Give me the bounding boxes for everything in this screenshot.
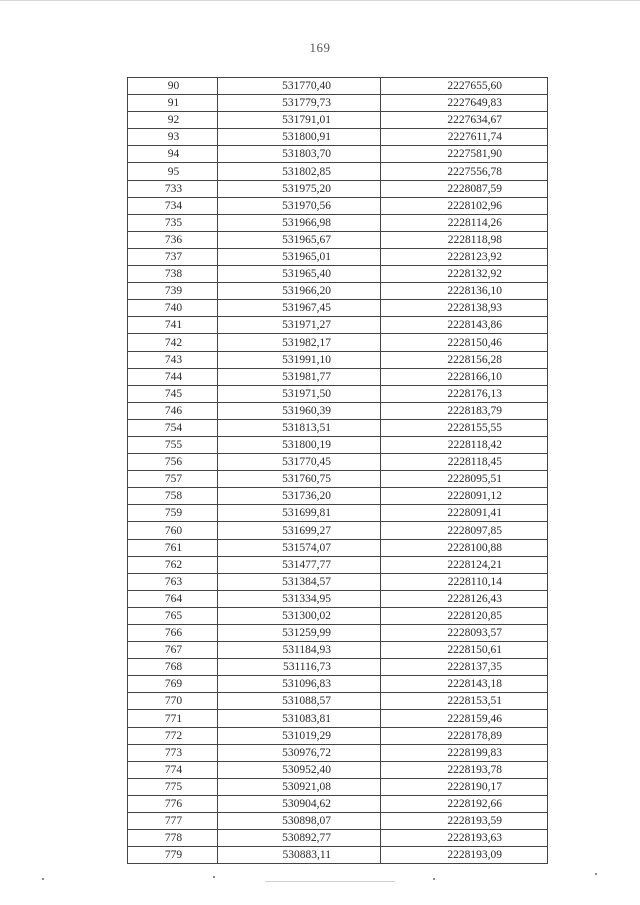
x-coordinate-cell: 531965,67 — [218, 231, 381, 248]
y-coordinate-cell: 2228123,92 — [381, 248, 548, 265]
table-row — [128, 248, 548, 265]
x-coordinate-cell: 531300,02 — [218, 607, 381, 624]
x-coordinate-cell: 531770,45 — [218, 454, 381, 471]
x-coordinate-cell: 531770,40 — [218, 78, 381, 95]
y-coordinate-cell: 2228136,10 — [381, 283, 548, 300]
y-coordinate-cell: 2228102,96 — [381, 197, 548, 214]
y-coordinate-cell: 2228176,13 — [381, 385, 548, 402]
table-row — [128, 334, 548, 351]
y-coordinate-cell: 2228159,46 — [381, 710, 548, 727]
point-number-cell: 737 — [128, 248, 218, 265]
x-coordinate-cell: 530952,40 — [218, 761, 381, 778]
point-number-cell: 775 — [128, 778, 218, 795]
x-coordinate-cell: 531966,98 — [218, 214, 381, 231]
point-number-cell: 742 — [128, 334, 218, 351]
point-number-cell: 739 — [128, 283, 218, 300]
table-row — [128, 197, 548, 214]
x-coordinate-cell: 531116,73 — [218, 659, 381, 676]
y-coordinate-cell: 2227581,90 — [381, 146, 548, 163]
table-row — [128, 454, 548, 471]
point-number-cell: 771 — [128, 710, 218, 727]
y-coordinate-cell: 2227649,83 — [381, 95, 548, 112]
y-coordinate-cell: 2228166,10 — [381, 368, 548, 385]
point-number-cell: 755 — [128, 436, 218, 453]
point-number-cell: 773 — [128, 744, 218, 761]
table-row — [128, 436, 548, 453]
y-coordinate-cell: 2228199,83 — [381, 744, 548, 761]
x-coordinate-cell: 531699,81 — [218, 505, 381, 522]
x-coordinate-cell: 531096,83 — [218, 676, 381, 693]
table-row — [128, 471, 548, 488]
point-number-cell: 95 — [128, 163, 218, 180]
y-coordinate-cell: 2228093,57 — [381, 625, 548, 642]
table-row — [128, 676, 548, 693]
point-number-cell: 736 — [128, 231, 218, 248]
point-number-cell: 744 — [128, 368, 218, 385]
table-row — [128, 727, 548, 744]
table-row — [128, 385, 548, 402]
table-row — [128, 112, 548, 129]
table-row — [128, 659, 548, 676]
table-row — [128, 317, 548, 334]
table-row — [128, 847, 548, 864]
table-row — [128, 813, 548, 830]
y-coordinate-cell: 2228193,63 — [381, 830, 548, 847]
point-number-cell: 91 — [128, 95, 218, 112]
y-coordinate-cell: 2228178,89 — [381, 727, 548, 744]
coordinates-table-body — [128, 78, 548, 864]
table-row — [128, 710, 548, 727]
table-row — [128, 95, 548, 112]
point-number-cell: 776 — [128, 795, 218, 812]
y-coordinate-cell: 2227634,67 — [381, 112, 548, 129]
table-row — [128, 590, 548, 607]
point-number-cell: 754 — [128, 419, 218, 436]
x-coordinate-cell: 531699,27 — [218, 522, 381, 539]
point-number-cell: 778 — [128, 830, 218, 847]
table-row — [128, 402, 548, 419]
y-coordinate-cell: 2228193,59 — [381, 813, 548, 830]
point-number-cell: 774 — [128, 761, 218, 778]
x-coordinate-cell: 531779,73 — [218, 95, 381, 112]
table-row — [128, 129, 548, 146]
point-number-cell: 777 — [128, 813, 218, 830]
x-coordinate-cell: 531967,45 — [218, 300, 381, 317]
y-coordinate-cell: 2228087,59 — [381, 180, 548, 197]
point-number-cell: 92 — [128, 112, 218, 129]
table-row — [128, 419, 548, 436]
y-coordinate-cell: 2228124,21 — [381, 556, 548, 573]
point-number-cell: 767 — [128, 642, 218, 659]
page-number: 169 — [309, 40, 331, 55]
point-number-cell: 745 — [128, 385, 218, 402]
point-number-cell: 735 — [128, 214, 218, 231]
table-row — [128, 744, 548, 761]
point-number-cell: 763 — [128, 573, 218, 590]
x-coordinate-cell: 531803,70 — [218, 146, 381, 163]
x-coordinate-cell: 531083,81 — [218, 710, 381, 727]
point-number-cell: 765 — [128, 607, 218, 624]
x-coordinate-cell: 531736,20 — [218, 488, 381, 505]
x-coordinate-cell: 530898,07 — [218, 813, 381, 830]
y-coordinate-cell: 2228126,43 — [381, 590, 548, 607]
table-row — [128, 539, 548, 556]
x-coordinate-cell: 531800,19 — [218, 436, 381, 453]
y-coordinate-cell: 2228192,66 — [381, 795, 548, 812]
table-row — [128, 625, 548, 642]
x-coordinate-cell: 531760,75 — [218, 471, 381, 488]
y-coordinate-cell: 2228137,35 — [381, 659, 548, 676]
y-coordinate-cell: 2227655,60 — [381, 78, 548, 95]
table-row — [128, 795, 548, 812]
x-coordinate-cell: 530904,62 — [218, 795, 381, 812]
x-coordinate-cell: 531184,93 — [218, 642, 381, 659]
table-row — [128, 146, 548, 163]
x-coordinate-cell: 531802,85 — [218, 163, 381, 180]
y-coordinate-cell: 2228150,61 — [381, 642, 548, 659]
y-coordinate-cell: 2228114,26 — [381, 214, 548, 231]
point-number-cell: 740 — [128, 300, 218, 317]
table-row — [128, 488, 548, 505]
x-coordinate-cell: 531088,57 — [218, 693, 381, 710]
table-row — [128, 283, 548, 300]
table-row — [128, 642, 548, 659]
table-row — [128, 607, 548, 624]
y-coordinate-cell: 2228120,85 — [381, 607, 548, 624]
x-coordinate-cell: 531971,50 — [218, 385, 381, 402]
table-row — [128, 214, 548, 231]
table-row — [128, 180, 548, 197]
table-row — [128, 778, 548, 795]
table-row — [128, 556, 548, 573]
y-coordinate-cell: 2228155,55 — [381, 419, 548, 436]
point-number-cell: 772 — [128, 727, 218, 744]
y-coordinate-cell: 2228091,12 — [381, 488, 548, 505]
point-number-cell: 770 — [128, 693, 218, 710]
y-coordinate-cell: 2228153,51 — [381, 693, 548, 710]
point-number-cell: 733 — [128, 180, 218, 197]
coordinates-table — [127, 77, 548, 864]
table-row — [128, 300, 548, 317]
y-coordinate-cell: 2228156,28 — [381, 351, 548, 368]
x-coordinate-cell: 531791,01 — [218, 112, 381, 129]
point-number-cell: 757 — [128, 471, 218, 488]
x-coordinate-cell: 531477,77 — [218, 556, 381, 573]
x-coordinate-cell: 531965,01 — [218, 248, 381, 265]
y-coordinate-cell: 2228091,41 — [381, 505, 548, 522]
y-coordinate-cell: 2228118,42 — [381, 436, 548, 453]
x-coordinate-cell: 531965,40 — [218, 266, 381, 283]
x-coordinate-cell: 530892,77 — [218, 830, 381, 847]
x-coordinate-cell: 531813,51 — [218, 419, 381, 436]
x-coordinate-cell: 531971,27 — [218, 317, 381, 334]
table-row — [128, 368, 548, 385]
point-number-cell: 93 — [128, 129, 218, 146]
x-coordinate-cell: 530976,72 — [218, 744, 381, 761]
x-coordinate-cell: 531966,20 — [218, 283, 381, 300]
x-coordinate-cell: 531019,29 — [218, 727, 381, 744]
point-number-cell: 738 — [128, 266, 218, 283]
x-coordinate-cell: 531334,95 — [218, 590, 381, 607]
x-coordinate-cell: 531970,56 — [218, 197, 381, 214]
point-number-cell: 734 — [128, 197, 218, 214]
point-number-cell: 766 — [128, 625, 218, 642]
y-coordinate-cell: 2228097,85 — [381, 522, 548, 539]
point-number-cell: 768 — [128, 659, 218, 676]
point-number-cell: 769 — [128, 676, 218, 693]
table-row — [128, 693, 548, 710]
table-row — [128, 266, 548, 283]
x-coordinate-cell: 531991,10 — [218, 351, 381, 368]
y-coordinate-cell: 2228118,45 — [381, 454, 548, 471]
x-coordinate-cell: 531975,20 — [218, 180, 381, 197]
table-row — [128, 231, 548, 248]
y-coordinate-cell: 2228193,09 — [381, 847, 548, 864]
y-coordinate-cell: 2228118,98 — [381, 231, 548, 248]
point-number-cell: 743 — [128, 351, 218, 368]
x-coordinate-cell: 530883,11 — [218, 847, 381, 864]
x-coordinate-cell: 531384,57 — [218, 573, 381, 590]
point-number-cell: 94 — [128, 146, 218, 163]
point-number-cell: 746 — [128, 402, 218, 419]
scan-speck — [595, 873, 597, 875]
y-coordinate-cell: 2228095,51 — [381, 471, 548, 488]
top-edge-rule — [0, 0, 640, 1]
y-coordinate-cell: 2227611,74 — [381, 129, 548, 146]
y-coordinate-cell: 2228110,14 — [381, 573, 548, 590]
x-coordinate-cell: 531981,77 — [218, 368, 381, 385]
point-number-cell: 779 — [128, 847, 218, 864]
table-row — [128, 163, 548, 180]
point-number-cell: 761 — [128, 539, 218, 556]
y-coordinate-cell: 2228143,18 — [381, 676, 548, 693]
y-coordinate-cell: 2228183,79 — [381, 402, 548, 419]
x-coordinate-cell: 531259,99 — [218, 625, 381, 642]
point-number-cell: 764 — [128, 590, 218, 607]
bottom-scan-line — [265, 881, 395, 882]
point-number-cell: 741 — [128, 317, 218, 334]
table-row — [128, 761, 548, 778]
x-coordinate-cell: 530921,08 — [218, 778, 381, 795]
x-coordinate-cell: 531960,39 — [218, 402, 381, 419]
table-row — [128, 573, 548, 590]
point-number-cell: 758 — [128, 488, 218, 505]
table-row — [128, 830, 548, 847]
point-number-cell: 759 — [128, 505, 218, 522]
table-row — [128, 78, 548, 95]
y-coordinate-cell: 2227556,78 — [381, 163, 548, 180]
y-coordinate-cell: 2228132,92 — [381, 266, 548, 283]
point-number-cell: 756 — [128, 454, 218, 471]
y-coordinate-cell: 2228138,93 — [381, 300, 548, 317]
scan-speck — [213, 876, 215, 878]
point-number-cell: 90 — [128, 78, 218, 95]
scan-speck — [433, 878, 435, 880]
x-coordinate-cell: 531574,07 — [218, 539, 381, 556]
point-number-cell: 762 — [128, 556, 218, 573]
table-row — [128, 505, 548, 522]
y-coordinate-cell: 2228100,88 — [381, 539, 548, 556]
table-row — [128, 522, 548, 539]
y-coordinate-cell: 2228150,46 — [381, 334, 548, 351]
y-coordinate-cell: 2228190,17 — [381, 778, 548, 795]
y-coordinate-cell: 2228193,78 — [381, 761, 548, 778]
point-number-cell: 760 — [128, 522, 218, 539]
x-coordinate-cell: 531800,91 — [218, 129, 381, 146]
y-coordinate-cell: 2228143,86 — [381, 317, 548, 334]
scan-speck — [42, 878, 44, 880]
table-row — [128, 351, 548, 368]
x-coordinate-cell: 531982,17 — [218, 334, 381, 351]
